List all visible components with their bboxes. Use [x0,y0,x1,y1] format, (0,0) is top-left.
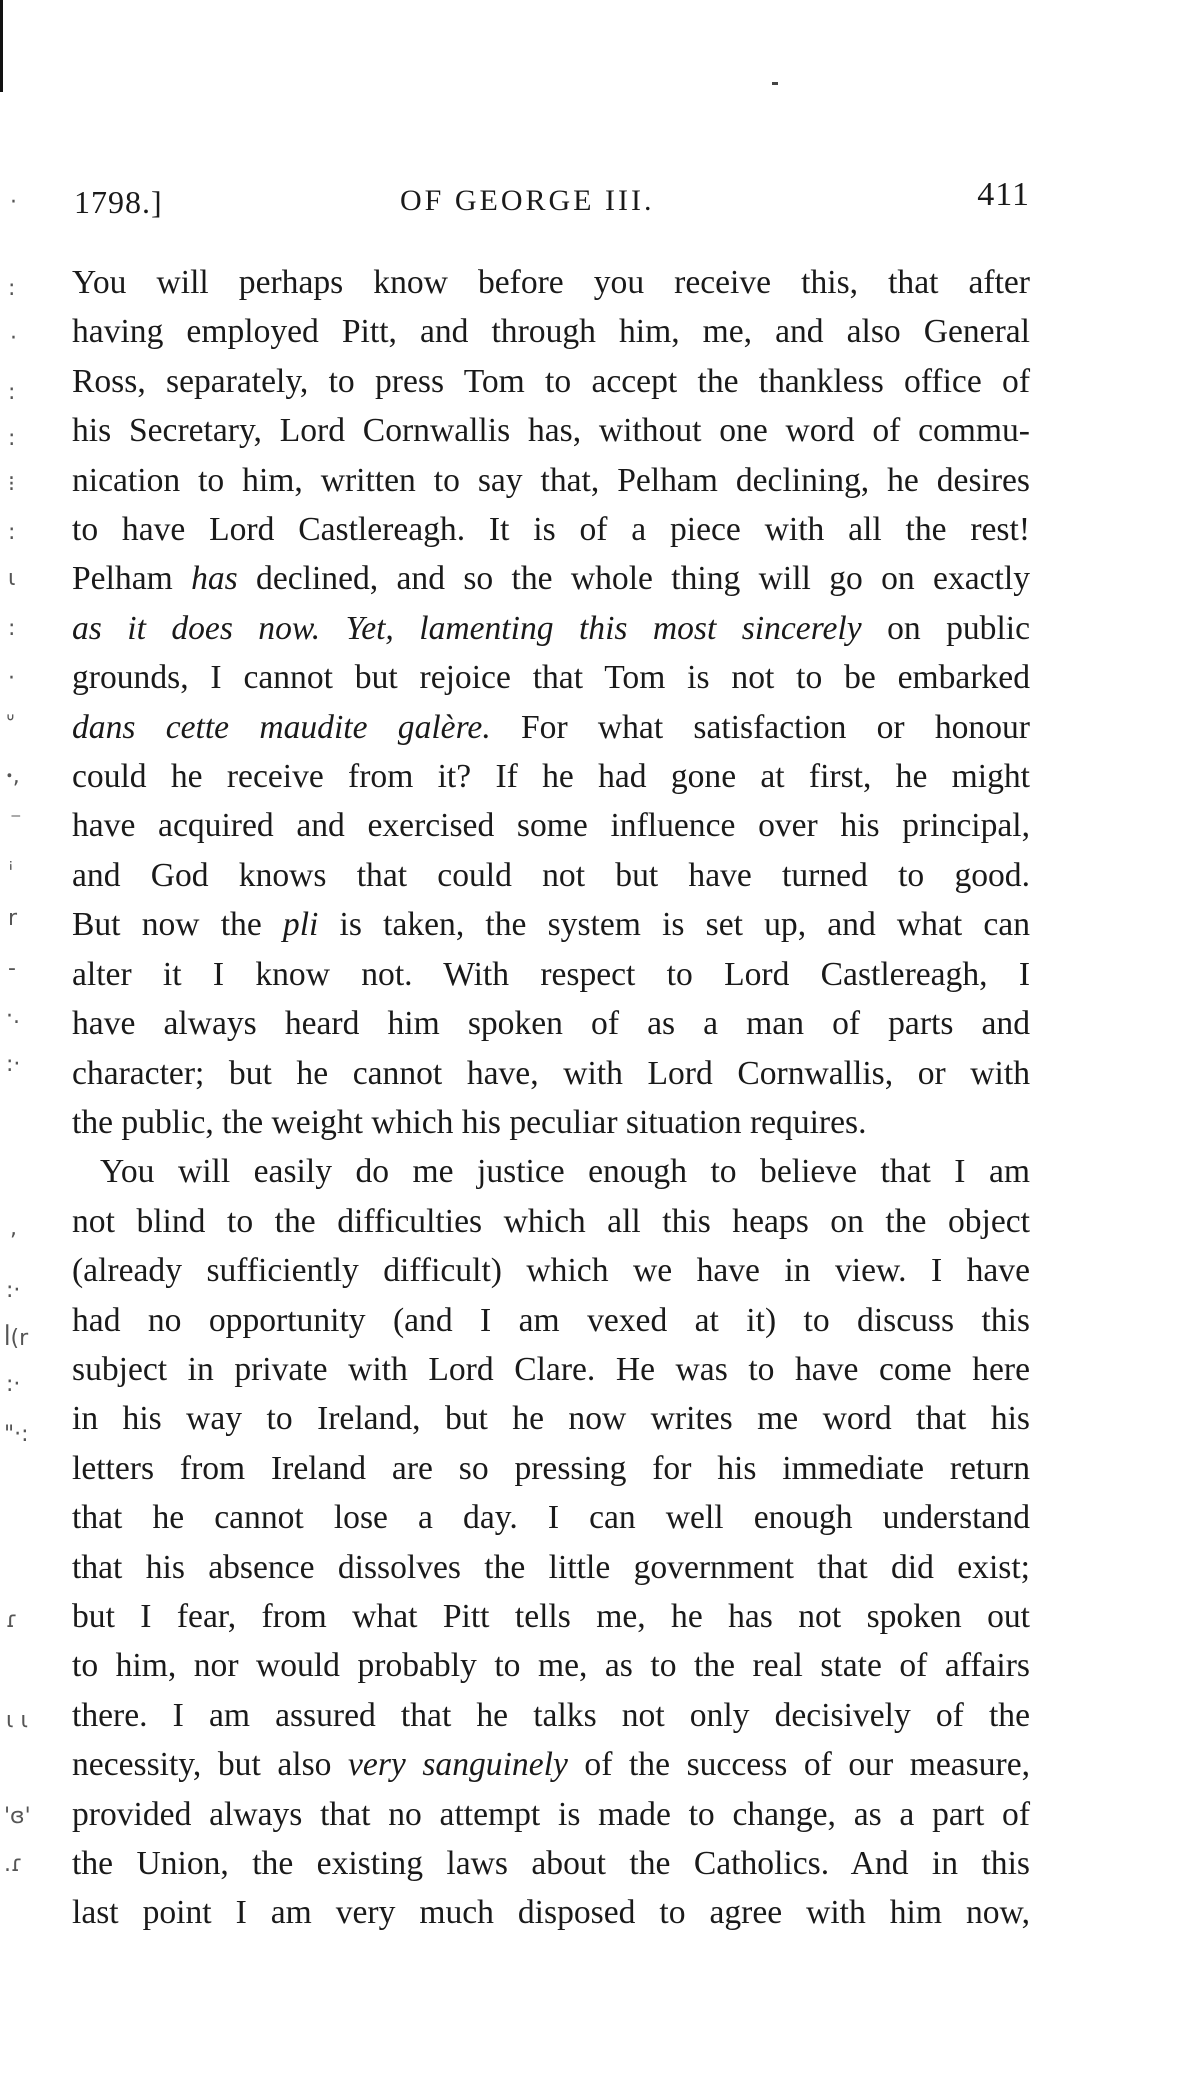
text-line: that his absence dissolves the little government that did exist; [72,1548,1030,1586]
text-line: nication to him, written to say that, Pelham declining, he desires [72,461,1030,499]
text-line: dans cette maudite galère. For what satisfaction or honour [72,708,1030,746]
running-title: OF GEORGE III. [400,184,655,217]
body-text [72,258,1030,1938]
text-line: as it does now. Yet, lamenting this most sincerely on public [72,609,1031,647]
text-line: character; but he cannot have, with Lord Cornwallis, or with [72,1054,1030,1092]
text-line: have acquired and exercised some influence over his principal, [72,807,1030,845]
text-line: had no opportunity (and I am vexed at it) to discuss this [72,1301,1030,1339]
text-line: subject in private with Lord Clare. He was to have come here [72,1350,1030,1388]
text-line: his Secretary, Lord Cornwallis has, without one word of commu- [72,412,1030,450]
page-edge-line [0,0,3,92]
page-number: 411 [977,176,1030,213]
text-line: letters from Ireland are so pressing for his immediate return [72,1449,1030,1487]
specks [772,82,778,85]
text-line: grounds, I cannot but rejoice that Tom is not to be embarked [72,659,1030,697]
text-line: alter it I know not. With respect to Lord Castlereagh, I [72,955,1030,993]
text-line: to him, nor would probably to me, as to the real state of affairs [72,1647,1030,1685]
text-line: not blind to the difficulties which all this heaps on the object [72,1202,1030,1240]
text-line: having employed Pitt, and through him, me, and also General [72,313,1030,351]
paragraph-2 [72,1147,1030,1938]
text-line: last point I am very much disposed to agree with him now, [72,1894,1030,1932]
text-line: that he cannot lose a day. I can well enough understand [72,1499,1030,1537]
text-line: necessity, but also very sanguinely of the success of our measure, [72,1746,1030,1784]
text-line: could he receive from it? If he had gone at first, he might [72,758,1030,796]
text-line: but I fear, from what Pitt tells me, he has not spoken out [72,1597,1030,1635]
text-line: to have Lord Castlereagh. It is of a piece with all the rest! [72,511,1030,549]
text-line: in his way to Ireland, but he now writes me word that his [72,1400,1030,1438]
text-line: (already sufficiently difficult) which we have in view. I have [72,1252,1030,1290]
text-line: You will perhaps know before you receive this, that after [72,264,1030,301]
text-line: there. I am assured that he talks not only decisively of the [72,1696,1030,1734]
text-line: Pelham has declined, and so the whole thing will go on exactly [72,560,1030,598]
text-line: Ross, separately, to press Tom to accept the thankless office of [72,362,1030,400]
paragraph-1 [72,258,1030,1147]
gutter-bleed-marks: · : · : : ⁝ : ɩ : · ᐡ ꞏ, ⁻ ꜞ r - ·. :· , :· ꟾ(r :· "·: ɾ ι ι ꞌɞ' .ɾ [4,190,31,1877]
text-line: But now the pli is taken, the system is set up, and what can [72,906,1030,944]
header-year: 1798.] [74,184,163,220]
text-line: the Union, the existing laws about the Catholics. And in this [72,1845,1030,1882]
running-header [70,172,1030,232]
text-line: and God knows that could not but have turned to good. [72,856,1030,894]
text-line: the public, the weight which his peculiar situation requires. [72,1103,867,1141]
text-line: You will easily do me justice enough to believe that I am [100,1153,1030,1191]
text-line: provided always that no attempt is made to change, as a part of [72,1795,1030,1833]
text-line: have always heard him spoken of as a man of parts and [72,1005,1030,1043]
